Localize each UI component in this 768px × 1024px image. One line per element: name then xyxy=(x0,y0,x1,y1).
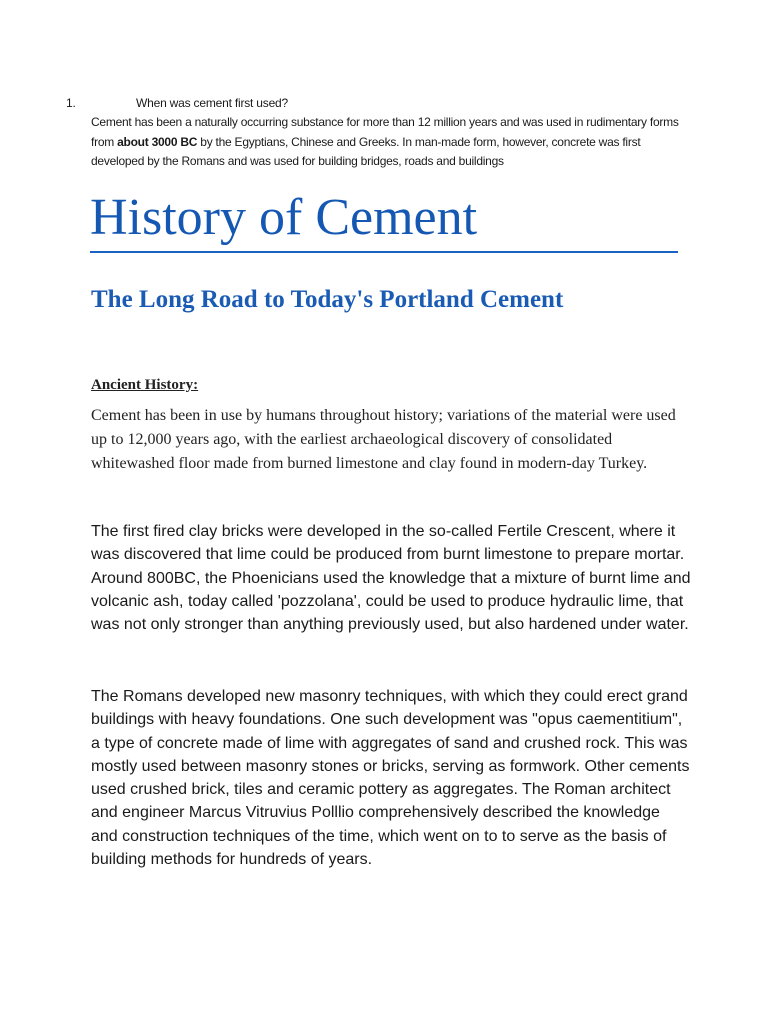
paragraph-fertile-crescent: The first fired clay bricks were developed in the so-called Fertile Crescent, where it was discovered that lime could be produced from burnt limestone to prepare mortar. Around 800BC, the Phoenicians used the knowledge that a mixture of burnt lime and volcanic ash, today called 'pozzolana', could be used to produce hydraulic lime, that was not only stronger than anything previously used, but also hardened under water. xyxy=(91,523,691,634)
question-text: When was cement first used? xyxy=(136,96,289,110)
page-subtitle: The Long Road to Today's Portland Cement xyxy=(91,286,564,313)
section-heading: Ancient History: xyxy=(91,377,199,393)
intro-bold-date: about 3000 BC xyxy=(117,134,198,149)
title-underline xyxy=(90,251,678,253)
page-title: History of Cement xyxy=(90,189,478,246)
intro-text-before: Cement has been a naturally occurring substance for more than 12 million years and was used in rudimentary forms from xyxy=(91,115,679,149)
paragraph-romans: The Romans developed new masonry techniques, with which they could erect grand buildings with heavy foundations. One such development was "opus caementitium", a type of concrete made of lime with aggregates of sand and crushed rock. This was mostly used between masonry stones or bricks, serving as formwork. Other cements used crushed brick, tiles and ceramic pottery as aggregates. The Roman architect and engineer Marcus Vitruvius Polllio comprehensively described the knowledge and construction techniques of the time, which went on to to serve as the basis of building methods for hundreds of years. xyxy=(91,688,690,869)
question-number: 1. xyxy=(66,96,76,110)
intro-paragraph xyxy=(91,113,691,172)
intro-text-after: by the Egyptians, Chinese and Greeks. In man-made form, however, concrete was first developed by the Romans and was used for building bridges, roads and buildings xyxy=(91,134,641,168)
paragraph-earliest-use: Cement has been in use by humans throughout history; variations of the material were used up to 12,000 years ago, with the earliest archaeological discovery of consolidated whitewashed floor made from burned limestone and clay found in modern-day Turkey. xyxy=(91,407,676,472)
